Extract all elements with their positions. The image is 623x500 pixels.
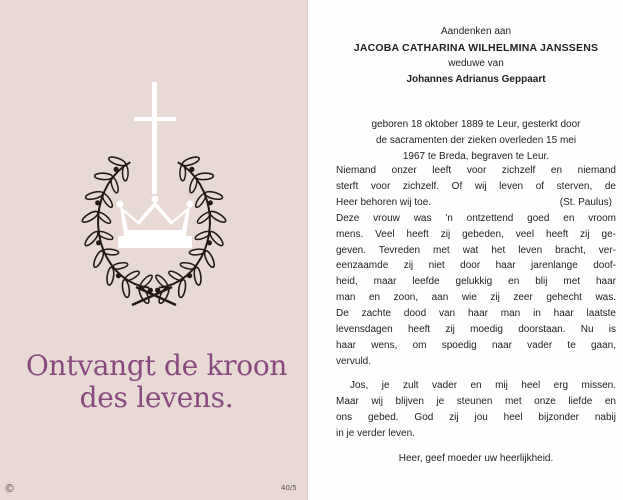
body-text (336, 163, 616, 467)
tribute-line: De zachte dood van haar man in haar laatste (336, 308, 616, 320)
wreath-leaf (188, 177, 198, 194)
wreath-berry (189, 167, 194, 172)
quote-last-line (336, 195, 616, 211)
wreath-leaf (81, 209, 100, 224)
farewell-line: ons gebed. God zij jou heel bijzonder nabij (336, 411, 616, 423)
husband-name: Johannes Adrianus Geppaart (406, 74, 546, 85)
wreath-leaf (180, 165, 186, 181)
wreath-leaf (94, 173, 112, 180)
wreath-leaf (110, 177, 120, 194)
front-card (0, 0, 307, 500)
farewell-last-line: in je verder leven. (336, 427, 415, 439)
tribute-line: Deze vrouw was 'n ontzettend goed en vroom (336, 212, 616, 224)
wreath-berry (208, 200, 213, 205)
farewell-line: Jos, je zult vader en mij heel erg missen. (350, 379, 616, 391)
tribute-line: mens. Veel heeft zij gebeden, veel heeft zij ge- (336, 228, 616, 240)
header-block (336, 24, 616, 88)
wreath-leaf (111, 261, 128, 270)
memorial-text-card (308, 0, 623, 500)
quote-line: Niemand onzer leeft voor zichzelf en niemand (336, 165, 616, 176)
print-code: 40/5 (281, 484, 297, 492)
wreath-leaf (124, 270, 141, 283)
bio-line: geboren 18 oktober 1889 te Leur, gesterkt door (371, 119, 581, 130)
corner-mark: © (4, 482, 15, 495)
wreath-berry (96, 240, 101, 245)
wreath-berry (114, 167, 119, 172)
tribute-line: haar wens, om spoedig naar vader te gaan, (336, 339, 616, 351)
cross-wreath-crown-emblem (0, 0, 307, 340)
deceased-name: JACOBA CATHARINA WILHELMINA JANSSENS (353, 42, 599, 54)
wreath-leaf (101, 192, 115, 208)
widow-of-text: weduwe van (448, 58, 504, 69)
wreath-leaf (180, 261, 197, 270)
quote-line: sterft voor zichzelf. Of wij leven of sterven, de (336, 180, 616, 192)
wreath-leaf (208, 209, 227, 224)
motto (14, 350, 299, 414)
wreath-leaf (195, 173, 213, 180)
motto-line-1: Ontvangt de kroon (25, 349, 288, 382)
wreath-leaf (194, 192, 208, 208)
bio-text (336, 117, 616, 165)
wreath-leaf (123, 165, 129, 181)
tribute-line: levensdagen heeft zij moedig doorstaan. Nu is (336, 324, 616, 336)
wreath-berry (116, 273, 121, 278)
farewell-line: Maar wij blijven je steunen met onze liefde en (336, 395, 616, 407)
wreath-leaf (168, 270, 185, 283)
quote-source: (St. Paulus) (559, 196, 612, 208)
intro-text: Aandenken aan (440, 26, 512, 37)
closing-prayer: Heer, geef moeder uw heerlijkheid. (398, 453, 554, 465)
tribute-line: geven. Tevreden met wat het leven bracht, ver- (336, 244, 616, 256)
tribute-line: eenzaamde zij niet door haar jarenlange doof- (336, 260, 616, 272)
wreath-berry (187, 273, 192, 278)
wreath-berry (207, 240, 212, 245)
wreath-berry (95, 200, 100, 205)
tribute-line: heid, maar leefde gelukkig en blij met haar (336, 276, 616, 288)
cross-icon (134, 82, 176, 194)
motto-line-2: des levens. (79, 381, 234, 414)
bio-line: de sacramenten der zieken overleden 15 mei (375, 135, 577, 146)
tribute-last-line: vervuld. (336, 355, 372, 367)
bio-line: 1967 te Breda, begraven te Leur. (402, 151, 550, 162)
quote-last-text: Heer behoren wij toe. (336, 196, 432, 208)
crown-icon (117, 196, 194, 249)
tribute-line: man en zoon, aan wie zij zeer gehecht was. (336, 292, 616, 304)
